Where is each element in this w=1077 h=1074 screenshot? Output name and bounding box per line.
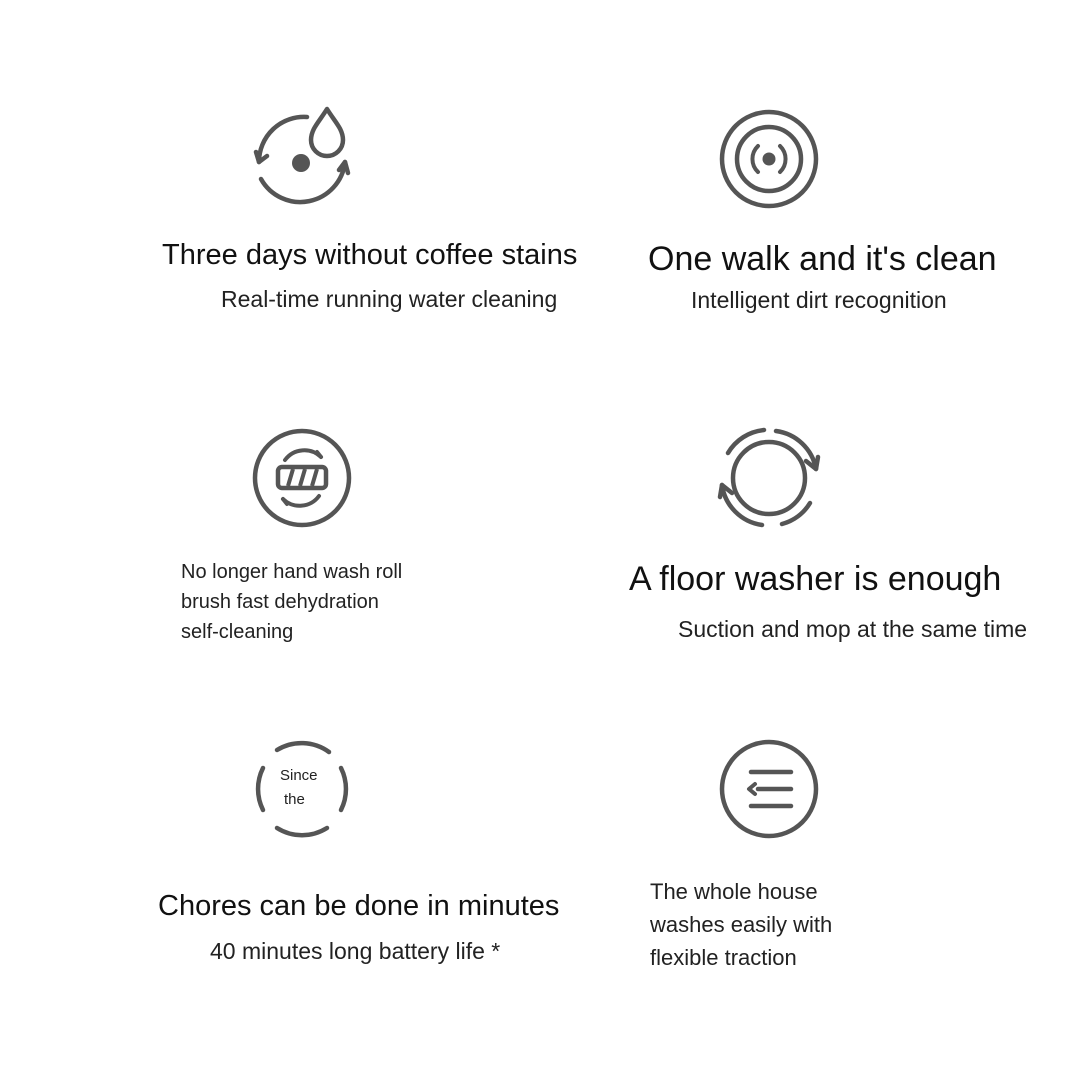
feature-1-subtitle: Real-time running water cleaning: [221, 286, 558, 312]
feature-3-line-2: brush fast dehydration: [181, 591, 379, 613]
feature-5-subtitle: 40 minutes long battery life *: [210, 938, 501, 964]
feature-6-line-2: washes easily with: [650, 912, 833, 937]
feature-2-subtitle: Intelligent dirt recognition: [691, 287, 947, 313]
feature-6-line-3: flexible traction: [650, 945, 797, 970]
feature-2-title: One walk and it's clean: [648, 240, 997, 278]
traction-menu-icon: [714, 734, 824, 844]
battery-icon-text-1: Since: [280, 767, 318, 784]
feature-4-subtitle: Suction and mop at the same time: [678, 616, 1028, 642]
suction-mop-icon: [714, 423, 824, 533]
battery-icon-text-2: the: [284, 791, 305, 808]
dirt-detection-icon: [714, 104, 824, 214]
feature-6-line-1: The whole house: [650, 879, 818, 904]
water-cycle-icon: [247, 104, 357, 214]
feature-1-title: Three days without coffee stains: [162, 239, 578, 271]
feature-3-line-3: self-cleaning: [181, 621, 294, 643]
roller-brush-icon: [247, 423, 357, 533]
feature-4-title: A floor washer is enough: [629, 560, 1002, 598]
feature-5-title: Chores can be done in minutes: [158, 890, 560, 922]
feature-3-line-1: No longer hand wash roll: [181, 561, 403, 583]
